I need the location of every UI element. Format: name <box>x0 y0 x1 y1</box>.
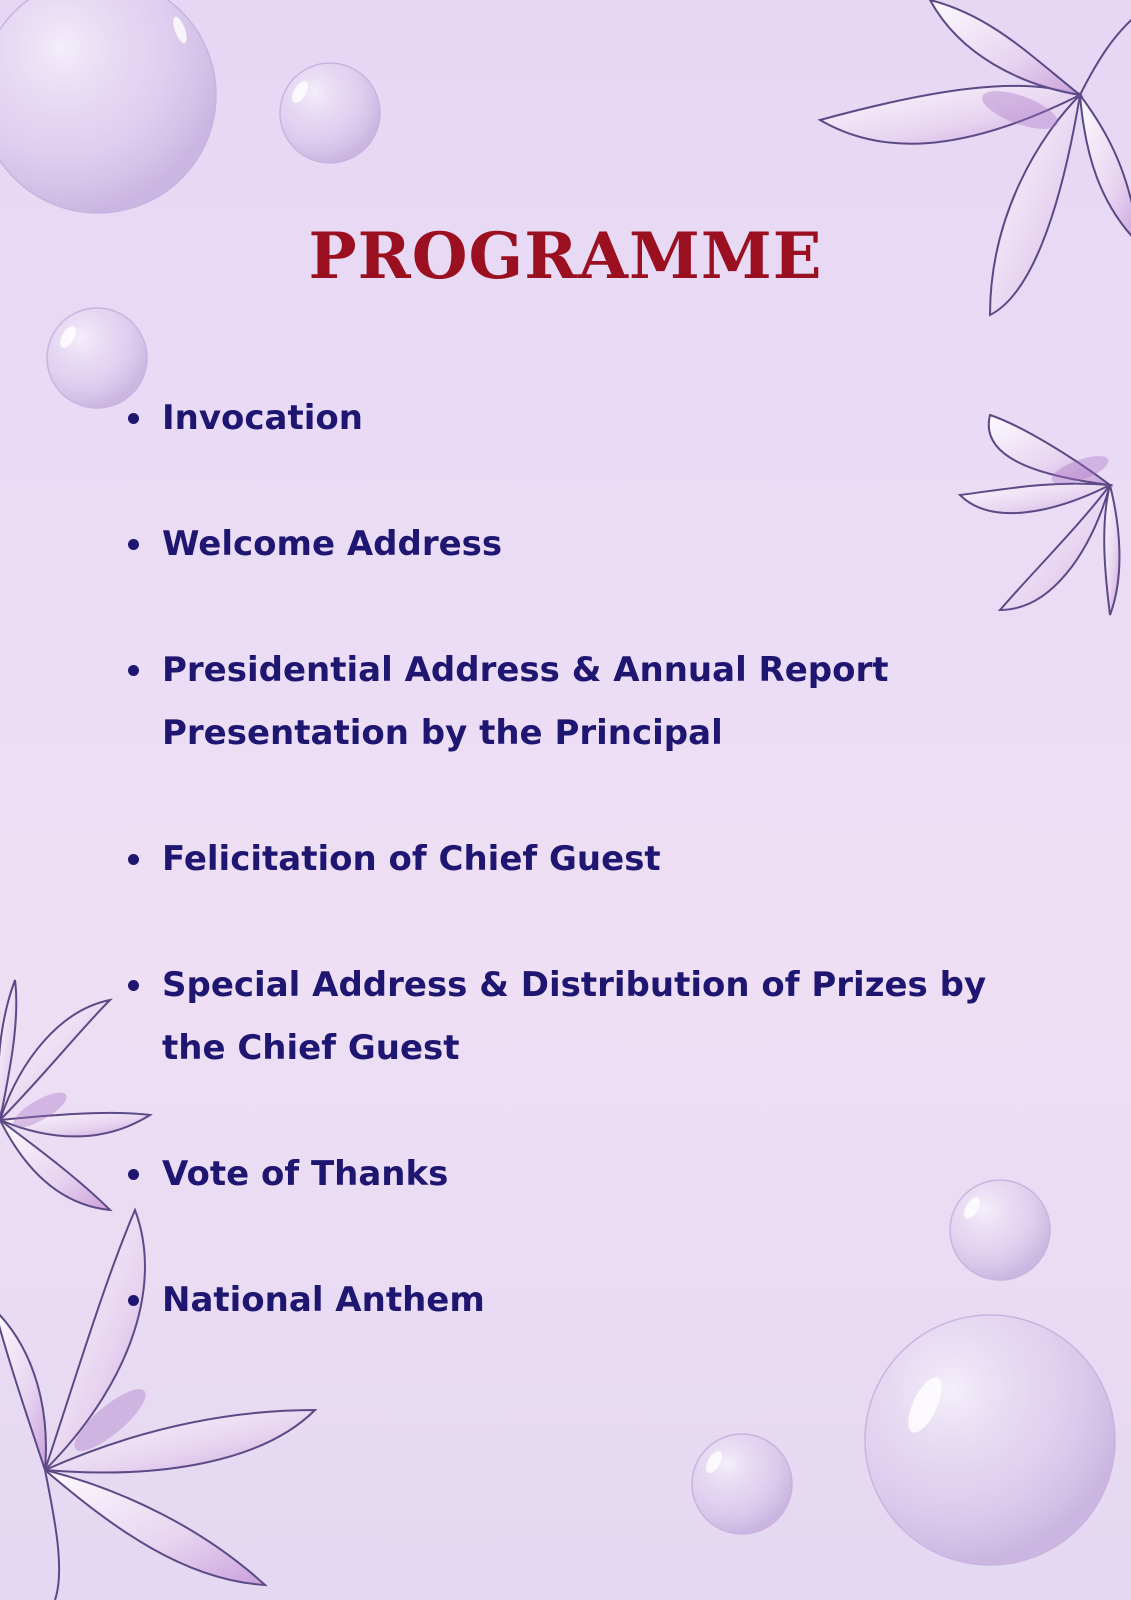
list-item-text: Welcome Address <box>162 524 503 564</box>
list-item-text: National Anthem <box>162 1280 485 1320</box>
bullet-icon <box>128 1169 139 1180</box>
page-title: PROGRAMME <box>308 219 823 294</box>
list-item <box>128 954 1048 1080</box>
bullet-icon <box>128 854 139 865</box>
list-item <box>128 1143 1048 1206</box>
bullet-icon <box>128 413 139 424</box>
list-item <box>128 513 1048 576</box>
bullet-icon <box>128 665 139 676</box>
list-item <box>128 1269 1048 1332</box>
list-item <box>128 639 1048 765</box>
list-item-text: Felicitation of Chief Guest <box>162 839 661 879</box>
bullet-icon <box>128 1295 139 1306</box>
list-item-text: Special Address & Distribution of Prizes by the Chief Guest <box>162 965 987 1068</box>
list-item-text: Presidential Address & Annual Report Presentation by the Principal <box>162 650 889 753</box>
list-item <box>128 828 1048 891</box>
list-item-text: Vote of Thanks <box>162 1154 449 1194</box>
list-item-text: Invocation <box>162 398 363 438</box>
bullet-icon <box>128 980 139 991</box>
list-item <box>128 387 1048 450</box>
bullet-icon <box>128 539 139 550</box>
